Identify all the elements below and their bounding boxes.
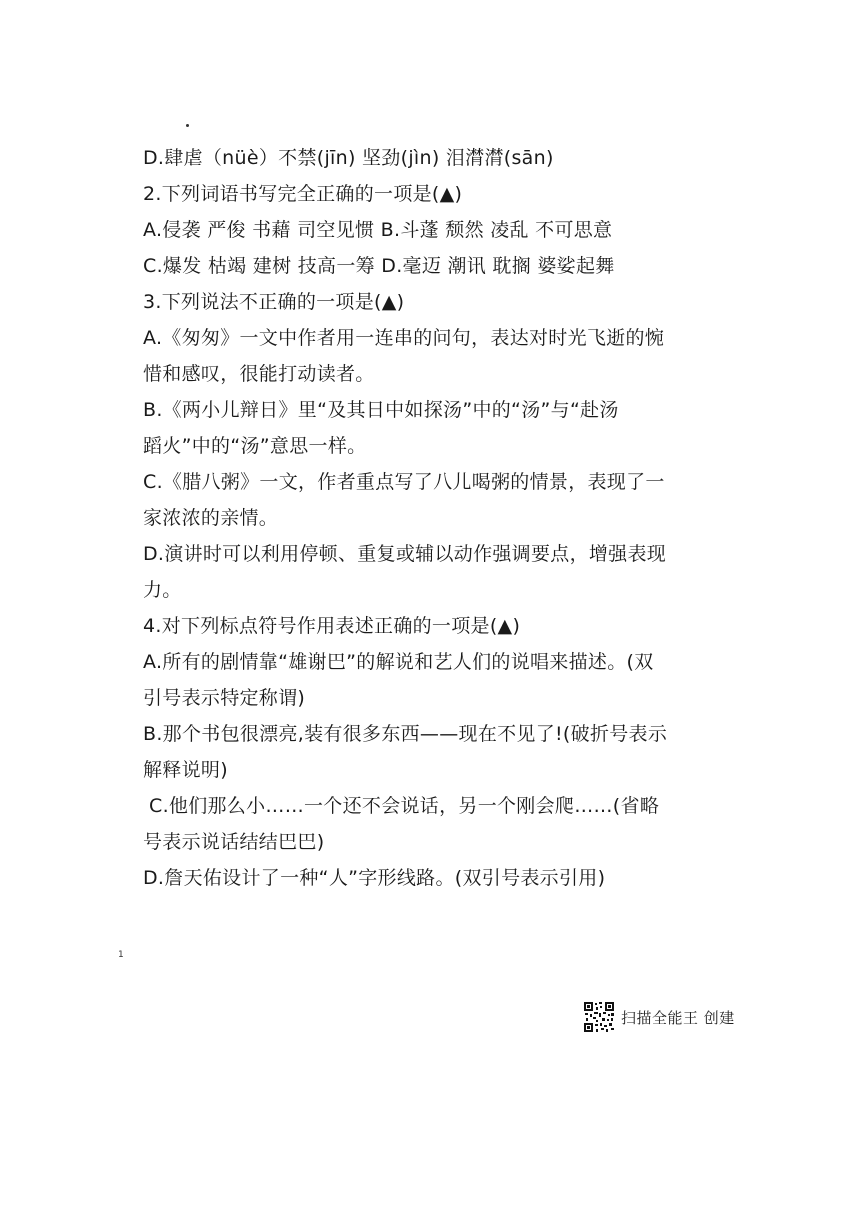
q3-option-c-line2: 家浓浓的亲情。 <box>143 507 279 529</box>
q3-option-d-line2: 力。 <box>143 579 182 601</box>
watermark-text: 扫描全能王 创建 <box>621 1008 735 1027</box>
q3-option-b-line1: B.《两小儿辩日》里“及其日中如探汤”中的“汤”与“赴汤 <box>143 399 619 421</box>
q4-option-a-line1: A.所有的剧情靠“雄谢巴”的解说和艺人们的说唱来描述。(双 <box>143 651 654 673</box>
q2-options-a-b: A.侵袭 严俊 书藉 司空见惯 B.斗蓬 颓然 凌乱 不可思意 <box>143 219 613 241</box>
page-number: 1 <box>118 950 124 960</box>
q3-option-a-line1: A.《匆匆》一文中作者用一连串的问句，表达对时光飞逝的惋 <box>143 327 665 349</box>
q4-option-b-line1: B.那个书包很漂亮,装有很多东西——现在不见了!(破折号表示 <box>143 723 668 745</box>
q4-option-d: D.詹天佑设计了一种“人”字形线路。(双引号表示引用) <box>143 867 606 889</box>
q3-option-a-line2: 惜和感叹，很能打动读者。 <box>143 363 375 385</box>
question-4: 4.对下列标点符号作用表述正确的一项是(▲) <box>143 615 521 637</box>
exam-content <box>143 140 668 896</box>
question-2: 2.下列词语书写完全正确的一项是(▲) <box>143 183 463 205</box>
q2-options-c-d: C.爆发 枯竭 建树 技高一筹 D.毫迈 潮讯 耽搁 婆娑起舞 <box>143 255 615 277</box>
scan-speck <box>186 124 189 127</box>
q3-option-c-line1: C.《腊八粥》一文，作者重点写了八儿喝粥的情景，表现了一 <box>143 471 665 493</box>
q4-option-b-line2: 解释说明) <box>143 759 228 781</box>
q3-option-b-line2: 蹈火”中的“汤”意思一样。 <box>143 435 367 457</box>
q4-option-c-line1: C.他们那么小……一个还不会说话，另一个刚会爬……(省略 <box>149 795 660 817</box>
option-d-pinyin: D.肆虐（nüè）不禁(jīn) 坚劲(jìn) 泪潸潸(sān) <box>143 147 554 169</box>
q4-option-c-line2: 号表示说话结结巴巴) <box>143 831 325 853</box>
qr-code-icon <box>583 1001 615 1033</box>
question-3: 3.下列说法不正确的一项是(▲) <box>143 291 405 313</box>
q4-option-a-line2: 引号表示特定称谓) <box>143 687 306 709</box>
scanner-watermark <box>583 1001 735 1033</box>
q3-option-d-line1: D.演讲时可以利用停顿、重复或辅以动作强调要点，增强表现 <box>143 543 667 565</box>
